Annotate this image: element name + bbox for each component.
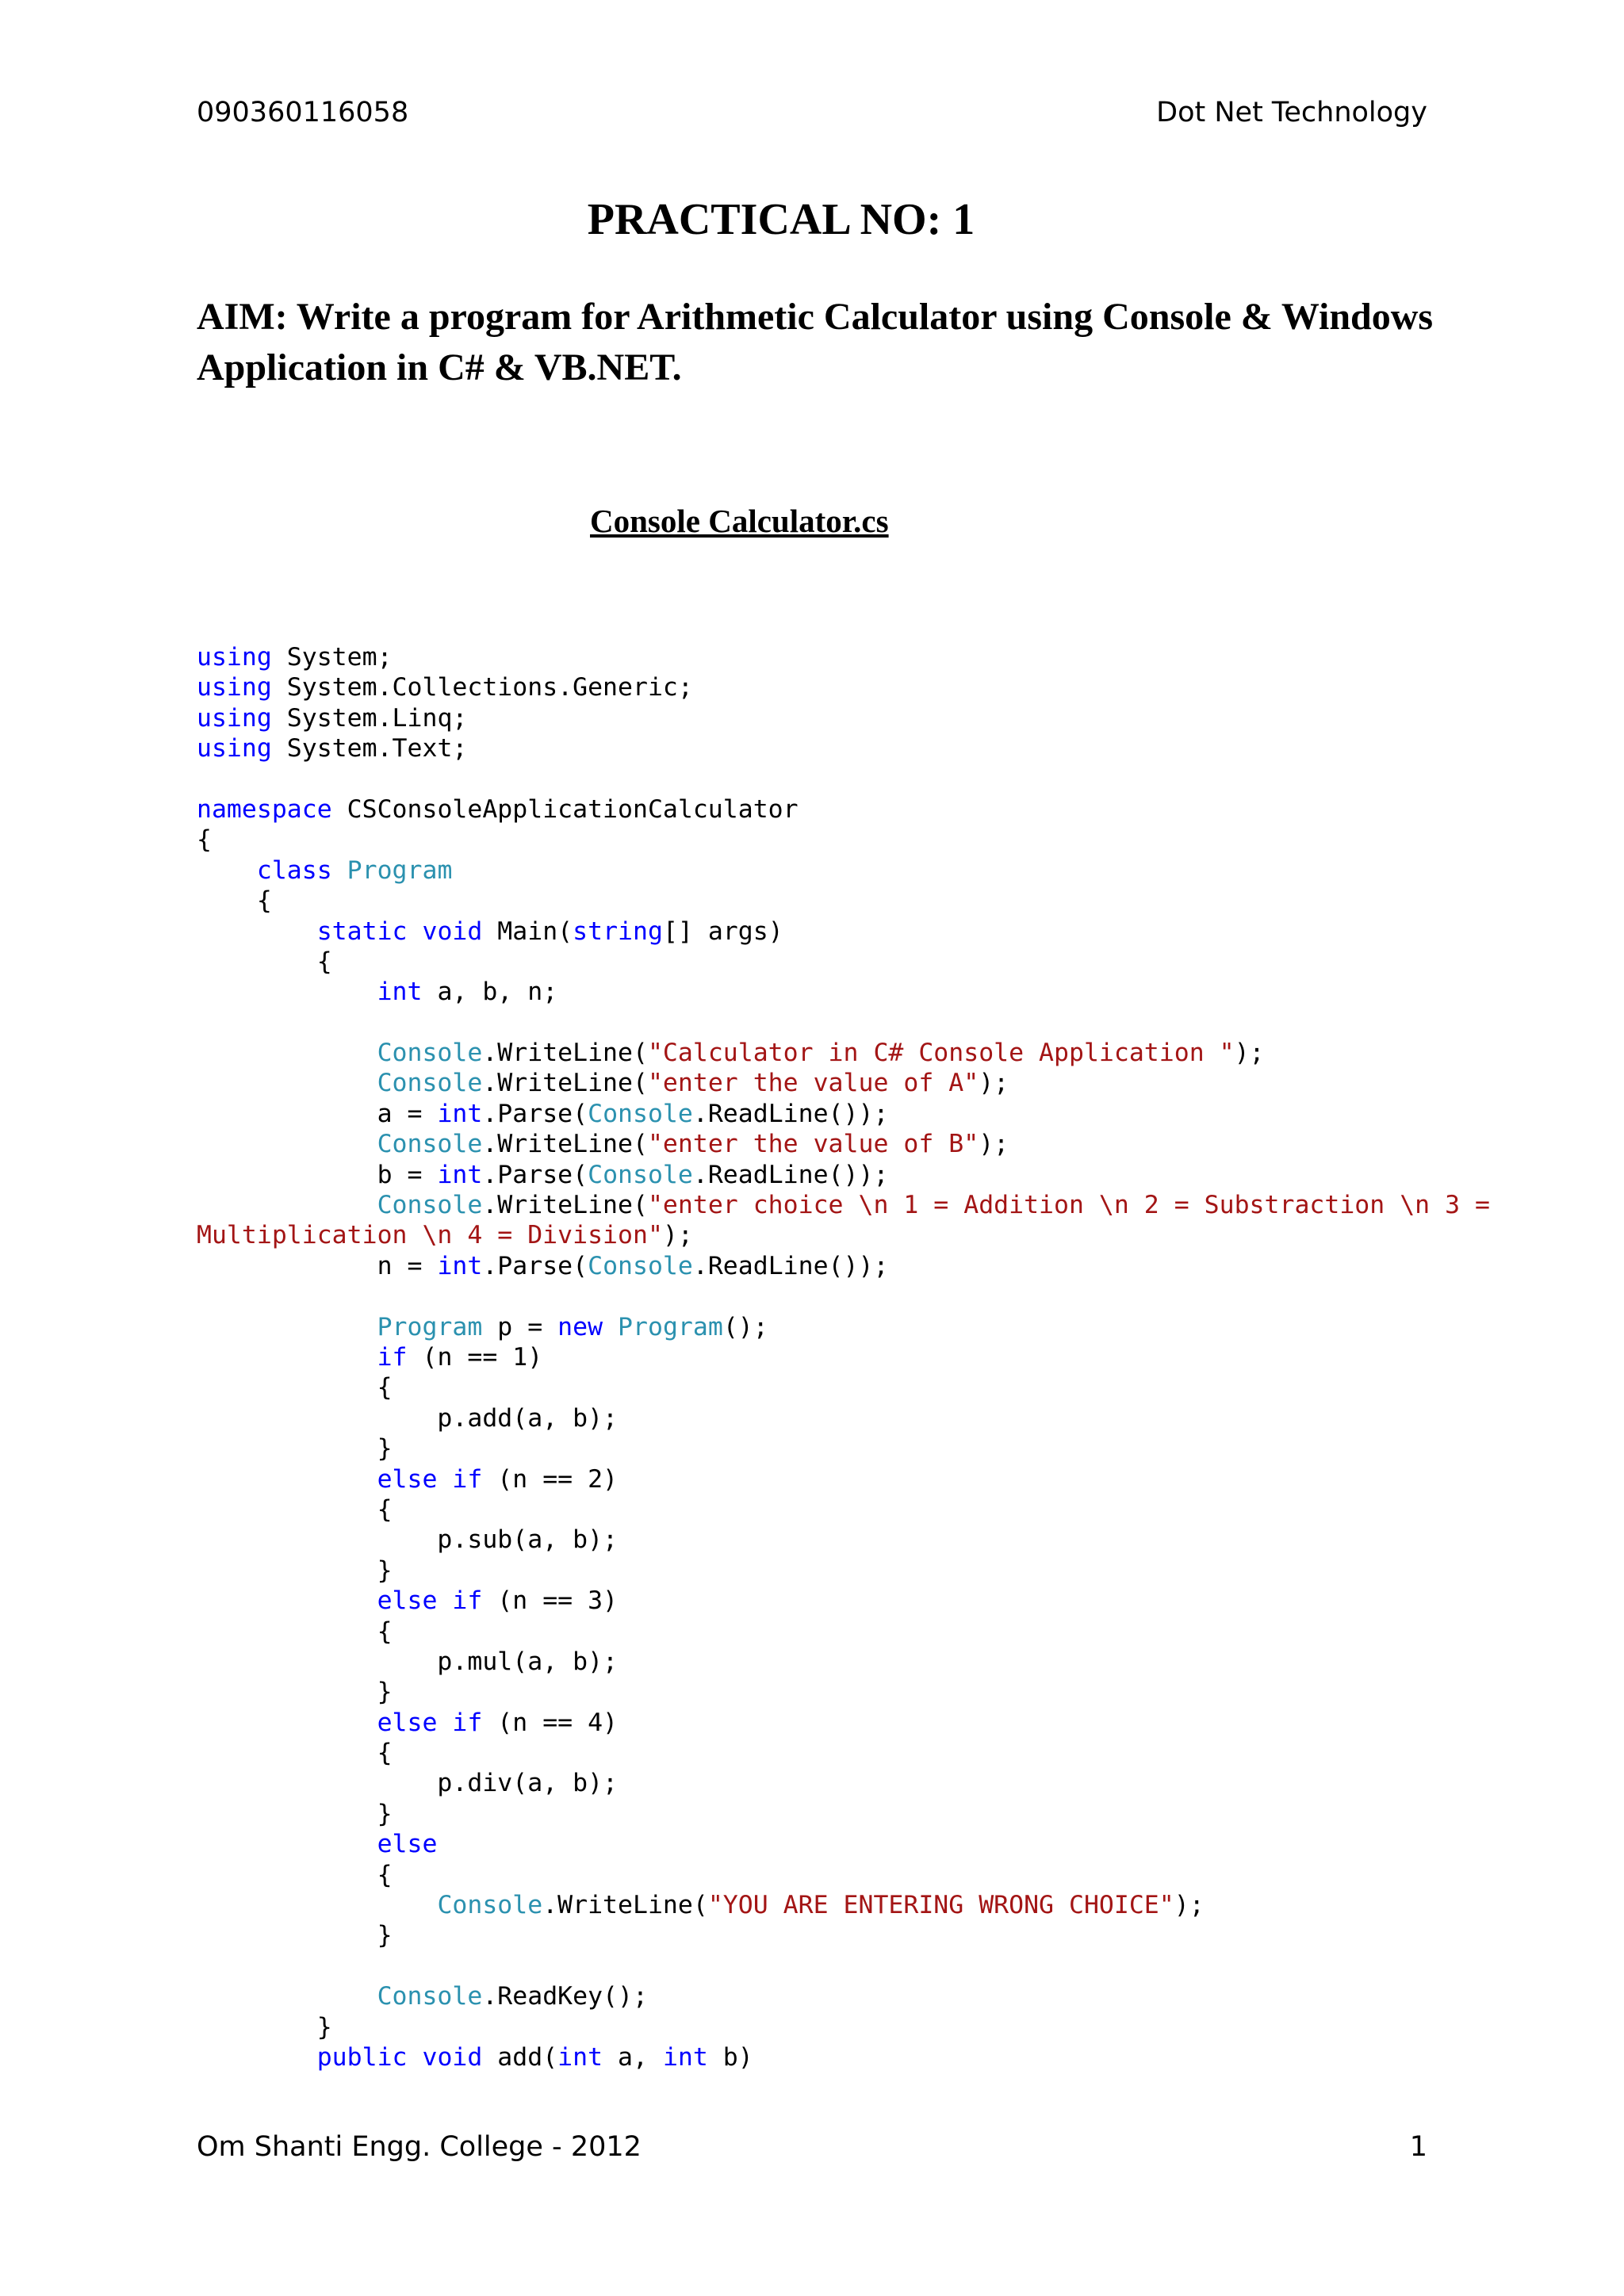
code-text: .ReadLine()); bbox=[692, 1251, 889, 1280]
code-line bbox=[197, 825, 1434, 855]
code-text: b = bbox=[197, 1160, 438, 1189]
code-text: System.Collections.Generic; bbox=[271, 673, 693, 702]
code-line bbox=[197, 1494, 1434, 1525]
code-text: } bbox=[197, 1434, 393, 1464]
code-keyword: int bbox=[557, 2042, 603, 2072]
code-text: (n == 2) bbox=[482, 1464, 619, 1494]
code-keyword: int bbox=[377, 978, 423, 1007]
code-text: .Parse( bbox=[482, 1251, 588, 1280]
code-text: } bbox=[197, 2012, 332, 2042]
code-line bbox=[197, 1464, 1434, 1494]
code-keyword: string bbox=[573, 916, 663, 946]
code-text: b) bbox=[707, 2042, 753, 2072]
code-keyword: new bbox=[557, 1312, 603, 1341]
code-text bbox=[437, 1709, 452, 1737]
code-line bbox=[197, 764, 1434, 794]
code-line bbox=[197, 1890, 1434, 1920]
code-keyword: namespace bbox=[197, 794, 332, 824]
code-line bbox=[197, 916, 1434, 947]
code-text bbox=[332, 856, 347, 885]
code-line bbox=[197, 2012, 1434, 2042]
code-text: .WriteLine( bbox=[482, 1191, 648, 1220]
code-text: System; bbox=[271, 643, 393, 672]
code-text: .ReadKey(); bbox=[482, 1982, 648, 2011]
code-text bbox=[603, 1313, 618, 1341]
code-type: Console bbox=[377, 1069, 483, 1098]
code-text: .WriteLine( bbox=[482, 1130, 648, 1159]
code-keyword: if bbox=[452, 1586, 483, 1616]
code-line bbox=[197, 1312, 1434, 1342]
code-text: add( bbox=[482, 2042, 558, 2072]
code-line bbox=[197, 642, 1434, 672]
code-line bbox=[197, 1829, 1434, 1859]
code-text: ); bbox=[662, 1221, 693, 1250]
code-text: .WriteLine( bbox=[542, 1891, 708, 1920]
code-line bbox=[197, 1190, 1490, 1220]
code-text bbox=[197, 978, 377, 1006]
code-text: System.Text; bbox=[271, 734, 468, 763]
code-text: (n == 3) bbox=[482, 1586, 619, 1616]
code-keyword: int bbox=[437, 1099, 483, 1128]
code-type: Console bbox=[377, 1982, 483, 2011]
code-text: p.sub(a, b); bbox=[197, 1525, 619, 1555]
header-student-id: 090360116058 bbox=[197, 97, 409, 128]
code-text: p.div(a, b); bbox=[197, 1769, 619, 1798]
code-text: { bbox=[197, 1617, 393, 1646]
code-string: "enter choice \n 1 = Addition \n 2 = Substraction \n 3 = bbox=[647, 1191, 1490, 1220]
code-text: { bbox=[197, 825, 212, 855]
code-keyword: using bbox=[197, 734, 272, 763]
code-type: Console bbox=[377, 1039, 483, 1068]
code-text: (); bbox=[722, 1312, 768, 1341]
code-line bbox=[197, 1525, 1434, 1555]
code-line bbox=[197, 1860, 1434, 1890]
code-line bbox=[197, 1799, 1434, 1829]
code-text: CSConsoleApplicationCalculator bbox=[331, 794, 799, 824]
code-line bbox=[197, 1342, 1434, 1372]
code-listing bbox=[197, 642, 1490, 2072]
code-type: Console bbox=[588, 1099, 693, 1128]
code-line bbox=[197, 1920, 1434, 1950]
code-keyword: void bbox=[422, 2042, 483, 2072]
code-type: Program bbox=[377, 1312, 483, 1341]
code-line bbox=[197, 1981, 1434, 2011]
code-keyword: int bbox=[437, 1160, 483, 1189]
code-line bbox=[197, 1433, 1434, 1464]
code-type: Console bbox=[588, 1160, 693, 1189]
code-text bbox=[197, 1039, 377, 1067]
code-string: Multiplication \n 4 = Division" bbox=[197, 1221, 663, 1250]
code-text: a, b, n; bbox=[422, 978, 558, 1007]
footer-college: Om Shanti Engg. College - 2012 bbox=[197, 2131, 642, 2163]
code-text: .Parse( bbox=[482, 1160, 588, 1189]
code-keyword: void bbox=[422, 916, 483, 946]
code-text: .ReadLine()); bbox=[692, 1099, 889, 1128]
code-text: } bbox=[197, 1678, 393, 1707]
code-line bbox=[197, 1738, 1434, 1768]
code-text: { bbox=[197, 947, 332, 976]
code-line bbox=[197, 947, 1434, 977]
code-line bbox=[197, 1556, 1434, 1586]
code-line bbox=[197, 1403, 1434, 1433]
code-line bbox=[197, 1099, 1434, 1129]
code-line bbox=[197, 977, 1434, 1007]
code-text bbox=[197, 1130, 377, 1158]
code-text bbox=[197, 2043, 317, 2072]
code-type: Console bbox=[588, 1251, 693, 1280]
code-line bbox=[197, 1372, 1434, 1402]
code-keyword: else bbox=[377, 1708, 438, 1737]
code-text: p = bbox=[482, 1312, 558, 1341]
code-keyword: using bbox=[197, 673, 272, 702]
code-line bbox=[197, 1586, 1434, 1616]
code-keyword: else bbox=[377, 1586, 438, 1616]
code-line bbox=[197, 672, 1434, 702]
code-string: "YOU ARE ENTERING WRONG CHOICE" bbox=[707, 1891, 1174, 1920]
code-text: (n == 4) bbox=[482, 1708, 619, 1737]
code-line bbox=[197, 1281, 1434, 1311]
code-type: Program bbox=[347, 855, 453, 885]
section-heading: Console Calculator.cs bbox=[590, 503, 889, 539]
code-text: p.mul(a, b); bbox=[197, 1647, 619, 1676]
code-keyword: int bbox=[437, 1251, 483, 1280]
code-keyword: static bbox=[316, 916, 408, 946]
code-line bbox=[197, 2042, 1434, 2072]
aim-statement: AIM: Write a program for Arithmetic Calculator using Console & Windows Application in C# & VB.NET. bbox=[197, 296, 1434, 388]
code-text bbox=[437, 1465, 452, 1494]
code-text: { bbox=[197, 886, 272, 916]
code-keyword: using bbox=[197, 703, 272, 733]
code-text: ); bbox=[1174, 1891, 1205, 1920]
code-type: Console bbox=[377, 1191, 483, 1220]
code-type: Console bbox=[437, 1891, 543, 1920]
code-keyword: if bbox=[377, 1342, 408, 1372]
code-line bbox=[197, 1220, 1434, 1250]
code-line bbox=[197, 1129, 1434, 1159]
code-text bbox=[197, 1709, 377, 1737]
code-text: n = bbox=[197, 1251, 438, 1280]
code-keyword: public bbox=[316, 2042, 408, 2072]
code-line bbox=[197, 1617, 1434, 1647]
code-text bbox=[408, 2043, 423, 2072]
code-keyword: class bbox=[256, 855, 332, 885]
code-line bbox=[197, 1038, 1434, 1068]
code-text: (n == 1) bbox=[407, 1342, 543, 1372]
code-line bbox=[197, 1768, 1434, 1798]
code-text: .ReadLine()); bbox=[692, 1160, 889, 1189]
code-text bbox=[197, 917, 317, 946]
code-text bbox=[197, 1069, 377, 1097]
code-line bbox=[197, 1160, 1434, 1190]
code-text: { bbox=[197, 1860, 393, 1889]
code-line bbox=[197, 855, 1434, 886]
code-text: { bbox=[197, 1739, 393, 1768]
code-line bbox=[197, 703, 1434, 733]
code-line bbox=[197, 1068, 1434, 1098]
code-type: Console bbox=[377, 1130, 483, 1159]
code-text bbox=[197, 856, 257, 885]
code-text bbox=[408, 917, 423, 946]
code-line bbox=[197, 886, 1434, 916]
code-text: System.Linq; bbox=[271, 703, 468, 733]
code-text: } bbox=[197, 1556, 393, 1585]
code-text bbox=[197, 1191, 377, 1219]
code-keyword: if bbox=[452, 1464, 483, 1494]
footer-page-number: 1 bbox=[1409, 2131, 1427, 2163]
code-text: [] args) bbox=[662, 916, 783, 946]
code-text: a = bbox=[197, 1099, 438, 1128]
code-text: .WriteLine( bbox=[482, 1039, 648, 1068]
code-keyword: int bbox=[662, 2042, 708, 2072]
code-line bbox=[197, 1647, 1434, 1677]
code-line bbox=[197, 1951, 1434, 1981]
code-keyword: using bbox=[197, 643, 272, 672]
code-text bbox=[437, 1586, 452, 1615]
code-string: "Calculator in C# Console Application " bbox=[647, 1039, 1235, 1068]
code-text: { bbox=[197, 1373, 393, 1402]
code-text: ); bbox=[979, 1069, 1009, 1098]
code-text bbox=[197, 1982, 377, 2011]
code-keyword: else bbox=[377, 1830, 438, 1859]
code-keyword: if bbox=[452, 1708, 483, 1737]
code-text bbox=[197, 1313, 377, 1341]
code-text bbox=[197, 1586, 377, 1615]
code-text: } bbox=[197, 1799, 393, 1828]
code-text: ); bbox=[979, 1130, 1009, 1159]
code-text: ); bbox=[1234, 1039, 1265, 1068]
code-type: Program bbox=[618, 1312, 723, 1341]
code-line bbox=[197, 1251, 1434, 1281]
code-text bbox=[197, 1891, 437, 1919]
code-text: a, bbox=[603, 2042, 663, 2072]
code-line bbox=[197, 1677, 1434, 1707]
code-line bbox=[197, 794, 1434, 825]
code-keyword: else bbox=[377, 1464, 438, 1494]
code-line bbox=[197, 1708, 1434, 1738]
code-string: "enter the value of B" bbox=[647, 1130, 979, 1159]
code-text: Main( bbox=[482, 916, 573, 946]
code-text bbox=[197, 1830, 377, 1858]
code-text bbox=[197, 1465, 377, 1494]
code-text: { bbox=[197, 1494, 393, 1524]
page-title: PRACTICAL NO: 1 bbox=[587, 195, 975, 244]
code-line bbox=[197, 1008, 1434, 1038]
code-text: .WriteLine( bbox=[482, 1069, 648, 1098]
code-string: "enter the value of A" bbox=[647, 1069, 979, 1098]
code-line bbox=[197, 733, 1434, 763]
code-text bbox=[197, 1343, 377, 1372]
header-subject: Dot Net Technology bbox=[1156, 97, 1427, 128]
code-text: } bbox=[197, 1921, 393, 1950]
code-text: p.add(a, b); bbox=[197, 1403, 619, 1433]
code-text: .Parse( bbox=[482, 1099, 588, 1128]
